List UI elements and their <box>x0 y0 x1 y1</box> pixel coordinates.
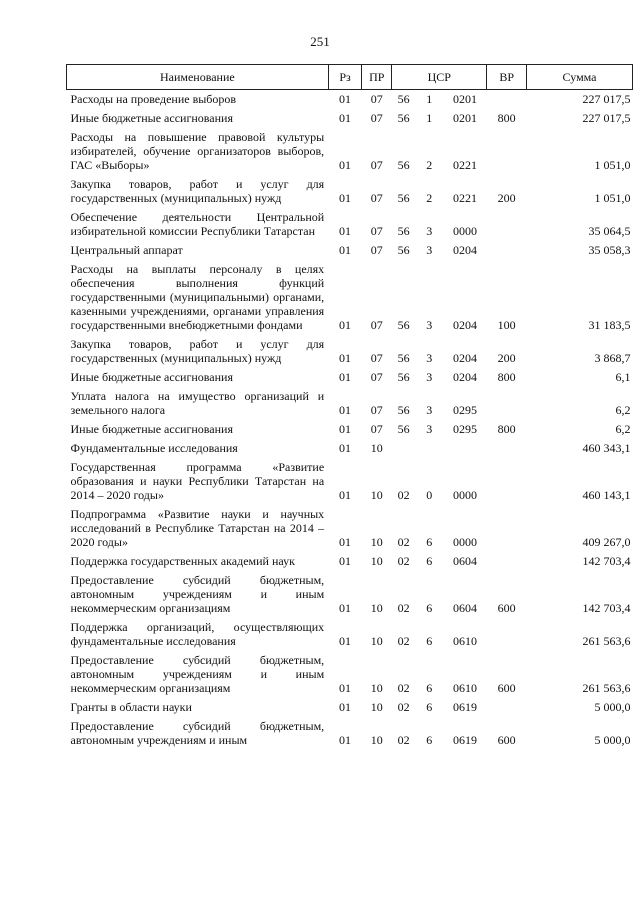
header-pr: ПР <box>362 65 392 90</box>
row-csr-program: 56 <box>397 224 410 238</box>
row-pr: 10 <box>370 554 383 568</box>
row-csr-direction: 0201 <box>452 92 477 106</box>
row-sum: 1 051,0 <box>594 191 631 205</box>
row-csr-direction: 0295 <box>452 403 477 417</box>
row-rz: 01 <box>339 403 352 417</box>
row-csr-direction: 0000 <box>452 224 477 238</box>
row-csr-program: 02 <box>397 733 410 747</box>
row-pr: 07 <box>370 111 383 125</box>
row-vr: 600 <box>497 601 516 615</box>
row-csr-subprogram <box>415 439 443 458</box>
row-csr-direction: 0221 <box>452 191 477 205</box>
row-rz: 01 <box>339 111 352 125</box>
row-sum: 35 058,3 <box>588 243 631 257</box>
row-sum: 31 183,5 <box>588 318 631 332</box>
row-name: Фундаментальные исследования <box>70 441 238 455</box>
row-sum: 409 267,0 <box>582 535 631 549</box>
row-vr <box>487 128 527 175</box>
row-pr: 10 <box>370 700 383 714</box>
row-rz: 01 <box>339 535 352 549</box>
row-csr-subprogram: 0 <box>426 488 433 502</box>
row-name: Предоставление субсидий бюджетным, автономным учреждениям и иным <box>70 719 325 747</box>
row-csr-program: 56 <box>397 158 410 172</box>
row-vr: 600 <box>497 733 516 747</box>
row-sum: 5 000,0 <box>594 700 631 714</box>
row-name: Иные бюджетные ассигнования <box>70 370 233 384</box>
row-csr-direction: 0201 <box>452 111 477 125</box>
table-row <box>67 439 633 458</box>
row-sum: 142 703,4 <box>582 601 631 615</box>
row-csr-subprogram: 3 <box>426 422 433 436</box>
row-csr-subprogram: 2 <box>426 191 433 205</box>
row-csr-direction: 0604 <box>452 601 477 615</box>
row-rz: 01 <box>339 318 352 332</box>
row-csr-program <box>392 439 416 458</box>
row-sum: 142 703,4 <box>582 554 631 568</box>
row-csr-direction: 0204 <box>452 351 477 365</box>
table-row <box>67 698 633 717</box>
row-name: Поддержка государственных академий наук <box>70 554 295 568</box>
row-sum: 6,2 <box>615 403 631 417</box>
row-csr-program: 02 <box>397 601 410 615</box>
table-row <box>67 260 633 335</box>
row-csr-subprogram: 6 <box>426 601 433 615</box>
row-csr-subprogram: 3 <box>426 224 433 238</box>
row-csr-direction: 0204 <box>452 370 477 384</box>
row-csr-subprogram: 3 <box>426 351 433 365</box>
header-vr: ВР <box>487 65 527 90</box>
row-csr-program: 02 <box>397 535 410 549</box>
row-name: Поддержка организаций, осуществляющих фундаментальные исследования <box>70 620 325 648</box>
table-row <box>67 651 633 698</box>
row-csr-program: 02 <box>397 488 410 502</box>
row-vr <box>487 505 527 552</box>
row-vr <box>487 208 527 241</box>
row-sum: 35 064,5 <box>588 224 631 238</box>
row-rz: 01 <box>339 601 352 615</box>
row-rz: 01 <box>339 92 352 106</box>
row-csr-subprogram: 6 <box>426 733 433 747</box>
table-row <box>67 505 633 552</box>
table-row <box>67 458 633 505</box>
row-rz: 01 <box>339 158 352 172</box>
row-rz: 01 <box>339 191 352 205</box>
row-vr <box>487 698 527 717</box>
row-pr: 10 <box>370 634 383 648</box>
row-csr-subprogram: 6 <box>426 681 433 695</box>
header-csr: ЦСР <box>392 65 487 90</box>
row-csr-program: 56 <box>397 351 410 365</box>
row-pr: 07 <box>370 243 383 257</box>
row-sum: 261 563,6 <box>582 681 631 695</box>
table-row <box>67 109 633 128</box>
table-row <box>67 208 633 241</box>
row-rz: 01 <box>339 681 352 695</box>
row-csr-direction: 0604 <box>452 554 477 568</box>
row-vr <box>487 387 527 420</box>
table-row <box>67 552 633 571</box>
row-name: Предоставление субсидий бюджетным, автономным учреждениям и иным некоммерческим организациям <box>70 573 325 615</box>
row-rz: 01 <box>339 634 352 648</box>
row-vr <box>487 458 527 505</box>
table-row <box>67 571 633 618</box>
row-csr-direction: 0000 <box>452 535 477 549</box>
row-name: Закупка товаров, работ и услуг для государственных (муниципальных) нужд <box>70 177 325 205</box>
table-row <box>67 420 633 439</box>
row-csr-program: 56 <box>397 422 410 436</box>
row-csr-subprogram: 6 <box>426 535 433 549</box>
row-vr: 800 <box>497 370 516 384</box>
row-pr: 10 <box>370 733 383 747</box>
row-csr-program: 56 <box>397 318 410 332</box>
row-sum: 460 143,1 <box>582 488 631 502</box>
row-pr: 10 <box>370 535 383 549</box>
row-rz: 01 <box>339 243 352 257</box>
row-vr <box>487 439 527 458</box>
row-pr: 07 <box>370 191 383 205</box>
row-csr-subprogram: 3 <box>426 403 433 417</box>
row-csr-direction <box>443 439 487 458</box>
row-sum: 3 868,7 <box>594 351 631 365</box>
row-rz: 01 <box>339 370 352 384</box>
row-name: Государственная программа «Развитие образования и науки Республики Татарстан на 2014 – 2020 годы» <box>70 460 325 502</box>
row-pr: 10 <box>370 488 383 502</box>
row-vr <box>487 618 527 651</box>
row-rz: 01 <box>339 733 352 747</box>
row-pr: 10 <box>370 681 383 695</box>
row-pr: 07 <box>370 92 383 106</box>
row-csr-direction: 0295 <box>452 422 477 436</box>
row-sum: 460 343,1 <box>582 441 631 455</box>
row-csr-subprogram: 6 <box>426 554 433 568</box>
table-row <box>67 90 633 110</box>
row-rz: 01 <box>339 488 352 502</box>
row-name: Расходы на повышение правовой культуры избирателей, обучение организаторов выборов, ГАС «Выборы» <box>70 130 325 172</box>
row-sum: 6,2 <box>615 422 631 436</box>
row-name: Расходы на выплаты персоналу в целях обеспечения выполнения функций государственными (муниципальными) органами, казенными учреждениями, органами управления государственными внебюджетными фондами <box>70 262 325 332</box>
row-sum: 6,1 <box>615 370 631 384</box>
row-csr-direction: 0610 <box>452 681 477 695</box>
table-row <box>67 368 633 387</box>
row-csr-direction: 0204 <box>452 243 477 257</box>
row-vr <box>487 552 527 571</box>
row-pr: 07 <box>370 224 383 238</box>
table-row <box>67 335 633 368</box>
row-csr-subprogram: 1 <box>426 111 433 125</box>
row-csr-subprogram: 3 <box>426 318 433 332</box>
row-name: Иные бюджетные ассигнования <box>70 422 233 436</box>
row-name: Иные бюджетные ассигнования <box>70 111 233 125</box>
row-rz: 01 <box>339 554 352 568</box>
row-csr-direction: 0221 <box>452 158 477 172</box>
row-name: Расходы на проведение выборов <box>70 92 237 106</box>
header-name: Наименование <box>67 65 329 90</box>
header-sum: Сумма <box>527 65 633 90</box>
row-name: Обеспечение деятельности Центральной избирательной комиссии Республики Татарстан <box>70 210 325 238</box>
row-csr-subprogram: 6 <box>426 634 433 648</box>
row-pr: 07 <box>370 318 383 332</box>
row-csr-direction: 0000 <box>452 488 477 502</box>
row-vr <box>487 90 527 110</box>
row-csr-program: 02 <box>397 554 410 568</box>
row-csr-program: 56 <box>397 111 410 125</box>
row-rz: 01 <box>339 422 352 436</box>
table-header <box>67 65 633 90</box>
row-rz: 01 <box>339 441 352 455</box>
row-csr-program: 02 <box>397 634 410 648</box>
row-csr-program: 56 <box>397 92 410 106</box>
table-row <box>67 717 633 750</box>
row-pr: 07 <box>370 422 383 436</box>
row-name: Предоставление субсидий бюджетным, автономным учреждениям и иным некоммерческим организациям <box>70 653 325 695</box>
row-name: Уплата налога на имущество организаций и земельного налога <box>70 389 325 417</box>
row-csr-program: 02 <box>397 681 410 695</box>
row-csr-program: 56 <box>397 191 410 205</box>
row-sum: 227 017,5 <box>582 111 631 125</box>
table-row <box>67 241 633 260</box>
page-number: 251 <box>310 34 330 49</box>
row-csr-program: 02 <box>397 700 410 714</box>
row-rz: 01 <box>339 351 352 365</box>
row-vr <box>487 241 527 260</box>
row-csr-direction: 0619 <box>452 733 477 747</box>
row-sum: 227 017,5 <box>582 92 631 106</box>
row-csr-subprogram: 6 <box>426 700 433 714</box>
header-rz: Рз <box>328 65 362 90</box>
table-row <box>67 618 633 651</box>
table-row <box>67 175 633 208</box>
row-sum: 1 051,0 <box>594 158 631 172</box>
table-row <box>67 387 633 420</box>
row-vr: 200 <box>497 191 516 205</box>
row-pr: 10 <box>370 601 383 615</box>
row-vr: 800 <box>497 422 516 436</box>
row-csr-direction: 0619 <box>452 700 477 714</box>
row-vr: 200 <box>497 351 516 365</box>
row-csr-subprogram: 3 <box>426 370 433 384</box>
row-vr: 100 <box>497 318 516 332</box>
row-csr-program: 56 <box>397 403 410 417</box>
row-csr-subprogram: 3 <box>426 243 433 257</box>
row-name: Подпрограмма «Развитие науки и научных исследований в Республике Татарстан на 2014 – 2020 годы» <box>70 507 325 549</box>
row-csr-subprogram: 2 <box>426 158 433 172</box>
table-row <box>67 128 633 175</box>
row-sum: 5 000,0 <box>594 733 631 747</box>
row-name: Центральный аппарат <box>70 243 183 257</box>
row-csr-program: 56 <box>397 370 410 384</box>
row-rz: 01 <box>339 700 352 714</box>
row-csr-program: 56 <box>397 243 410 257</box>
row-csr-direction: 0610 <box>452 634 477 648</box>
row-pr: 07 <box>370 351 383 365</box>
row-name: Закупка товаров, работ и услуг для государственных (муниципальных) нужд <box>70 337 325 365</box>
row-rz: 01 <box>339 224 352 238</box>
row-csr-subprogram: 1 <box>426 92 433 106</box>
row-pr: 07 <box>370 370 383 384</box>
budget-table <box>66 64 633 750</box>
row-pr: 10 <box>370 441 383 455</box>
row-vr: 600 <box>497 681 516 695</box>
table-body <box>67 90 633 751</box>
row-pr: 07 <box>370 158 383 172</box>
row-pr: 07 <box>370 403 383 417</box>
row-vr: 800 <box>497 111 516 125</box>
row-csr-direction: 0204 <box>452 318 477 332</box>
row-name: Гранты в области науки <box>70 700 192 714</box>
row-sum: 261 563,6 <box>582 634 631 648</box>
